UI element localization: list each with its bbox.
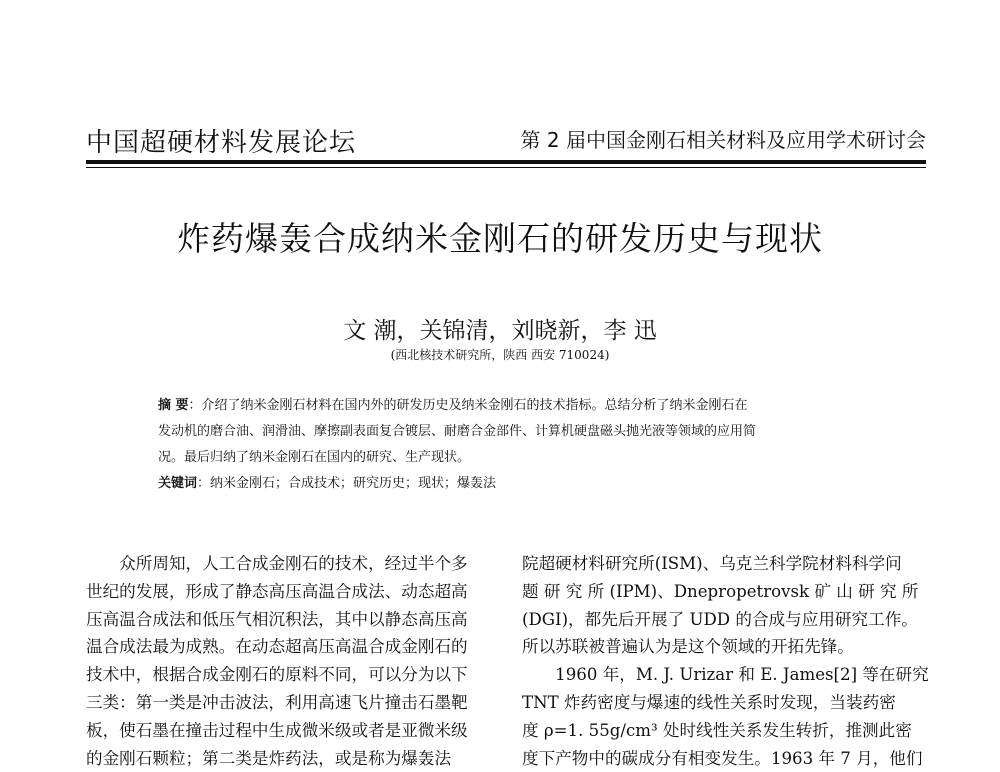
header-rule-thin <box>86 167 926 168</box>
body-line: 度 ρ=1. 55g/cm³ 处时线性关系发生转折，推测此密 <box>522 720 912 740</box>
body-line: 众所周知，人工合成金刚石的技术，经过半个多 <box>86 554 468 573</box>
body-line: 三类：第一类是冲击波法，利用高速飞片撞击石墨靶 <box>86 692 468 712</box>
body-line: 技术中，根据合成金刚石的原料不同，可以分为以下 <box>86 665 468 685</box>
journal-header-left: 中国超硬材料发展论坛 <box>86 128 357 158</box>
keywords-text: ：纳米金刚石；合成技术；研究历史；现状；爆轰法 <box>197 476 497 491</box>
body-line: 的金刚石颗粒；第二类是炸药法，或是称为爆轰法 <box>86 748 452 768</box>
keywords-label: 关键词 <box>158 476 198 491</box>
body-line: 板，使石墨在撞击过程中生成微米级或者是亚微米级 <box>86 720 468 740</box>
body-line: 所以苏联被普遍认为是这个领域的开拓先锋。 <box>522 637 854 657</box>
abstract-line-3: 况。最后归纳了纳米金刚石在国内的研究、生产现状。 <box>158 450 471 465</box>
paper-title: 炸药爆轰合成纳米金刚石的研发历史与现状 <box>177 219 823 258</box>
header-rule-thick <box>86 160 926 164</box>
body-line: 温合成法最为成熟。在动态超高压高温合成金刚石的 <box>86 637 468 657</box>
body-column-right <box>522 550 932 772</box>
abstract-label: 摘 要 <box>158 398 189 413</box>
authors: 文 潮，关锦清，刘晓新，李 迅 <box>343 318 657 344</box>
body-line: 度下产物中的碳成分有相变发生。1963 年 7 月，他们 <box>522 748 923 768</box>
keywords-line <box>158 471 858 497</box>
body-line: 压高温合成法和低压气相沉积法，其中以静态高压高 <box>86 609 468 629</box>
body-line: 世纪的发展，形成了静态高压高温合成法、动态超高 <box>86 581 468 601</box>
affiliation: (西北核技术研究所，陕西 西安 710024) <box>390 348 610 362</box>
body-line: 院超硬材料研究所(ISM)、乌克兰科学院材料科学问 <box>522 554 902 573</box>
body-line: TNT 炸药密度与爆速的线性关系时发现，当装药密 <box>522 692 896 712</box>
body-line: 题 研 究 所 (IPM)、Dnepropetrovsk 矿 山 研 究 所 <box>522 581 919 601</box>
body-column-left <box>86 550 496 772</box>
body-line: (DGI)，都先后开展了 UDD 的合成与应用研究工作。 <box>522 609 918 629</box>
abstract-line-2: 发动机的磨合油、润滑油、摩擦副表面复合镀层、耐磨合金部件、计算机硬盘磁头抛光液等领域的应用简 <box>158 424 757 439</box>
body-line: 1960 年，M. J. Urizar 和 E. James[2] 等在研究 <box>522 665 929 685</box>
abstract-line-1 <box>158 393 858 419</box>
conference-header-right: 第 2 届中国金刚石相关材料及应用学术研讨会 <box>520 128 926 152</box>
abstract-block <box>158 393 858 497</box>
abstract-text-1: ：介绍了纳米金刚石材料在国内外的研发历史及纳米金刚石的技术指标。总结分析了纳米金刚石在 <box>188 398 748 413</box>
